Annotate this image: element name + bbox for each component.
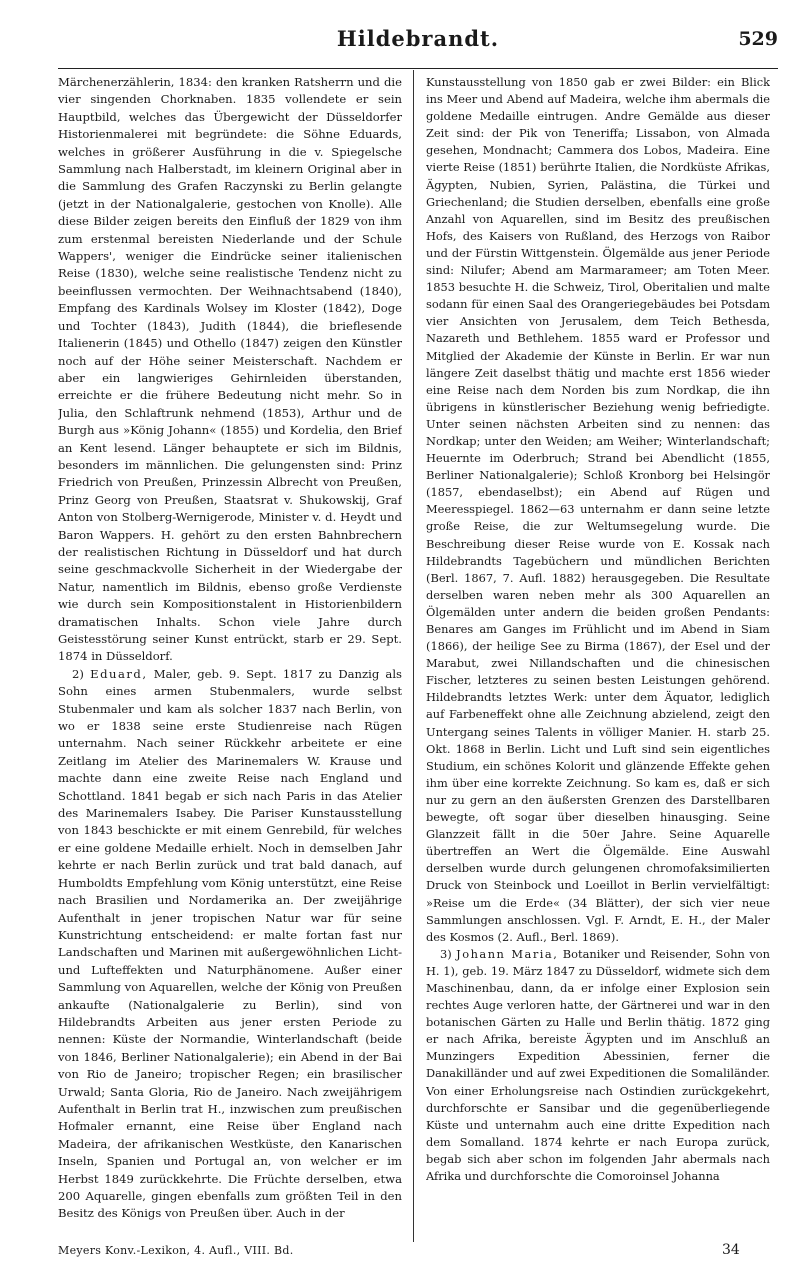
entry-name: Eduard,	[90, 666, 148, 681]
column-divider	[413, 70, 414, 1242]
entry-number: 2)	[72, 666, 84, 681]
entry-eduard	[58, 666, 402, 1223]
page-number: 529	[738, 28, 778, 50]
paragraph-continuation: Märchenerzählerin, 1834: den kranken Ratsherrn und die vier singenden Chorknaben. 1835 vollendete er sein Hauptbild, welches das Übergewicht der Düsseldorfer Historienmalerei mit begründete: die Söhne Eduards, welches in größerer Ausführung in die v. Spiegelsche Sammlung nach Halberstadt, im kleinern Original aber in die Sammlung des Grafen Raczynski zu Berlin gelangte (jetzt in der Nationalgalerie, gestochen von Knolle). Alle diese Bilder zeigen bereits den Einfluß der 1829 von ihm zum erstenmal bereisten Niederlande und der Schule Wappers', weniger die Eindrücke seiner italienischen Reise (1830), welche seine realistische Tendenz nicht zu beeinflussen vermochten. Der Weihnachtsabend (1840), Empfang des Kardinals Wolsey im Kloster (1842), Doge und Tochter (1843), Judith (1844), die brieflesende Italienerin (1845) und Othello (1847) zeigen den Künstler noch auf der Höhe seiner Meisterschaft. Nachdem er aber ein langwieriges Gehirnleiden überstanden, erreichte er die frühere Bedeutung nicht mehr. So in Julia, den Schlaftrunk nehmend (1853), Arthur und de Burgh aus »König Johann« (1855) und Kordelia, den Brief an Kent lesend. Länger behauptete er sich im Bildnis, besonders im männlichen. Die gelungensten sind: Prinz Friedrich von Preußen, Prinzessin Albrecht von Preußen, Prinz Georg von Preußen, Staatsrat v. Shukowskij, Graf Anton von Stolberg-Wernigerode, Minister v. d. Heydt und Baron Wappers. H. gehört zu den ersten Bahnbrechern der realistischen Richtung in Düsseldorf und hat durch seine geschmackvolle Sicherheit in der Wiedergabe der Natur, namentlich im Bildnis, ebenso große Verdienste wie durch sein Kompositionstalent in Historienbildern dramatischen Inhalts. Schon viele Jahre durch Geistesstörung seiner Kunst entrückt, starb er 29. Sept. 1874 in Düsseldorf.	[58, 75, 402, 664]
right-column	[426, 74, 770, 1234]
footer-imprint: Meyers Konv.-Lexikon, 4. Aufl., VIII. Bd.	[58, 1244, 294, 1257]
entry-number: 3)	[440, 946, 452, 961]
entry-text: Botaniker und Reisender, Sohn von H. 1), geb. 19. März 1847 zu Düsseldorf, widmete sich dem Maschinenbau, dann, da er infolge einer Explosion sein rechtes Auge verloren hatte, der Gärtnerei und war in den botanischen Gärten zu Halle und Berlin thätig. 1872 ging er nach Afrika, bereiste Ägypten und im Anschluß an Munzingers Expedition Abessinien, ferner die Danakilländer und auf zwei Expeditionen die Somaliländer. Von einer Erholungsreise nach Ostindien zurückgekehrt, durchforschte er Sansibar und die gegenüberliegende Küste und unternahm auch eine dritte Expedition nach dem Somalland. 1874 kehrte er nach Europa zurück, begab sich aber schon im folgenden Jahr abermals nach Afrika und durchforschte die Comoroinsel Johanna	[426, 946, 770, 1183]
running-title: Hildebrandt.	[336, 26, 500, 51]
entry-name: Johann Maria,	[456, 946, 559, 961]
entry-johann-maria	[426, 946, 770, 1185]
page-header	[58, 26, 778, 60]
entry-text: Maler, geb. 9. Sept. 1817 zu Danzig als Sohn eines armen Stubenmalers, wurde selbst Stubenmaler und kam als solcher 1837 nach Berlin, von wo er 1838 seine erste Studienreise nach Rügen unternahm. Nach seiner Rückkehr arbeitete er eine Zeitlang im Atelier des Marinemalers W. Krause und machte dann eine zweite Reise nach England und Schottland. 1841 begab er sich nach Paris in das Atelier des Marinemalers Isabey. Die Pariser Kunstausstellung von 1843 beschickte er mit einem Genrebild, für welches er eine goldene Medaille erhielt. Noch in demselben Jahr kehrte er nach Berlin zurück und trat bald danach, auf Humboldts Empfehlung vom König unterstützt, eine Reise nach Brasilien und Nordamerika an. Der zweijährige Aufenthalt in jener tropischen Natur war für seine Kunstrichtung entscheidend: er malte fortan fast nur Landschaften und Marinen mit außergewöhnlichen Licht- und Lufteffekten und Naturphänomene. Außer einer Sammlung von Aquarellen, welche der König von Preußen ankaufte (Nationalgalerie zu Berlin), sind von Hildebrandts Arbeiten aus jener ersten Periode zu nennen: Küste der Normandie, Winterlandschaft (beide von 1846, Berliner Nationalgalerie); ein Abend in der Bai von Rio de Janeiro; tropischer Regen; ein brasilischer Urwald; Santa Gloria, Rio de Janeiro. Nach zweijährigem Aufenthalt in Berlin trat H., inzwischen zum preußischen Hofmaler ernannt, eine Reise über England nach Madeira, der afrikanischen Westküste, den Kanarischen Inseln, Spanien und Portugal an, von welcher er im Herbst 1849 zurückkehrte. Die Früchte derselben, etwa 200 Aquarelle, gingen ebenfalls zum größten Teil in den Besitz des Königs von Preußen über. Auch in der	[58, 666, 402, 1221]
left-column	[58, 74, 402, 1234]
paragraph-continuation: Kunstausstellung von 1850 gab er zwei Bilder: ein Blick ins Meer und Abend auf Madeira, welche ihm abermals die goldene Medaille eintrugen. Andre Gemälde aus dieser Zeit sind: der Pik von Teneriffa; Lissabon, von Almada gesehen, Mondnacht; Cammera dos Lobos, Madeira. Eine vierte Reise (1851) berührte Italien, die Nordküste Afrikas, Ägypten, Nubien, Syrien, Palästina, die Türkei und Griechenland; die Studien derselben, ebenfalls eine große Anzahl von Aquarellen, sind im Besitz des preußischen Hofs, des Kaisers von Rußland, des Herzogs von Raibor und der Fürstin Wittgenstein. Ölgemälde aus jener Periode sind: Nilufer; Abend am Marmarameer; am Toten Meer. 1853 besuchte H. die Schweiz, Tirol, Oberitalien und malte sodann für einen Saal des Orangeriegebäudes bei Potsdam vier Ansichten von Jerusalem, dem Teich Bethesda, Nazareth und Bethlehem. 1855 ward er Professor und Mitglied der Akademie der Künste in Berlin. Er war nun längere Zeit daselbst thätig und machte erst 1856 wieder eine Reise nach dem Norden bis zum Nordkap, die ihn übrigens in künstlerischer Beziehung wenig befriedigte. Unter seinen nächsten Arbeiten sind zu nennen: das Nordkap; unter den Weiden; am Weiher; Winterlandschaft; Heuernte im Oderbruch; Strand bei Abendlicht (1855, Berliner Nationalgalerie); Schloß Kronborg bei Helsingör (1857, ebendaselbst); ein Abend auf Rügen und Meeresspiegel. 1862—63 unternahm er dann seine letzte große Reise, die zur Weltumsegelung wurde. Die Beschreibung dieser Reise wurde von E. Kossak nach Hildebrandts Tagebüchern und mündlichen Berichten (Berl. 1867, 7. Aufl. 1882) herausgegeben. Die Resultate derselben waren neben mehr als 300 Aquarellen an Ölgemälden unter andern die beiden großen Pendants: Benares am Ganges im Frühlicht und im Abend in Siam (1866), der heilige See zu Birma (1867), der Esel und der Marabut, zwei Nillandschaften und die chinesischen Fischer, letzteres zu seinen besten Leistungen gehörend. Hildebrandts letztes Werk: unter dem Äquator, lediglich auf Farbeneffekt ohne alle Zeichnung abzielend, zeigt den Untergang seines Talents in völliger Manier. H. starb 25. Okt. 1868 in Berlin. Licht und Luft sind sein eigentliches Studium, ein schönes Kolorit und glänzende Effekte gehen ihm über eine korrekte Zeichnung. So kam es, daß er sich nur zu gern an den äußersten Grenzen des Darstellbaren bewegte, oft sogar über dieselben hinausging. Seine Glanzzeit fällt in die 50er Jahre. Seine Aquarelle übertreffen an Wert die Ölgemälde. Eine Auswahl derselben wurde durch gelungenen chromofaksimilierten Druck von Steinbock und Loeillot in Berlin vervielfältigt: »Reise um die Erde« (34 Blätter), der sich vier neue Sammlungen anschlossen. Vgl. F. Arndt, E. H., der Maler des Kosmos (2. Aufl., Berl. 1869).	[426, 75, 770, 944]
header-rule	[58, 68, 778, 69]
footer-signature: 34	[722, 1242, 740, 1258]
